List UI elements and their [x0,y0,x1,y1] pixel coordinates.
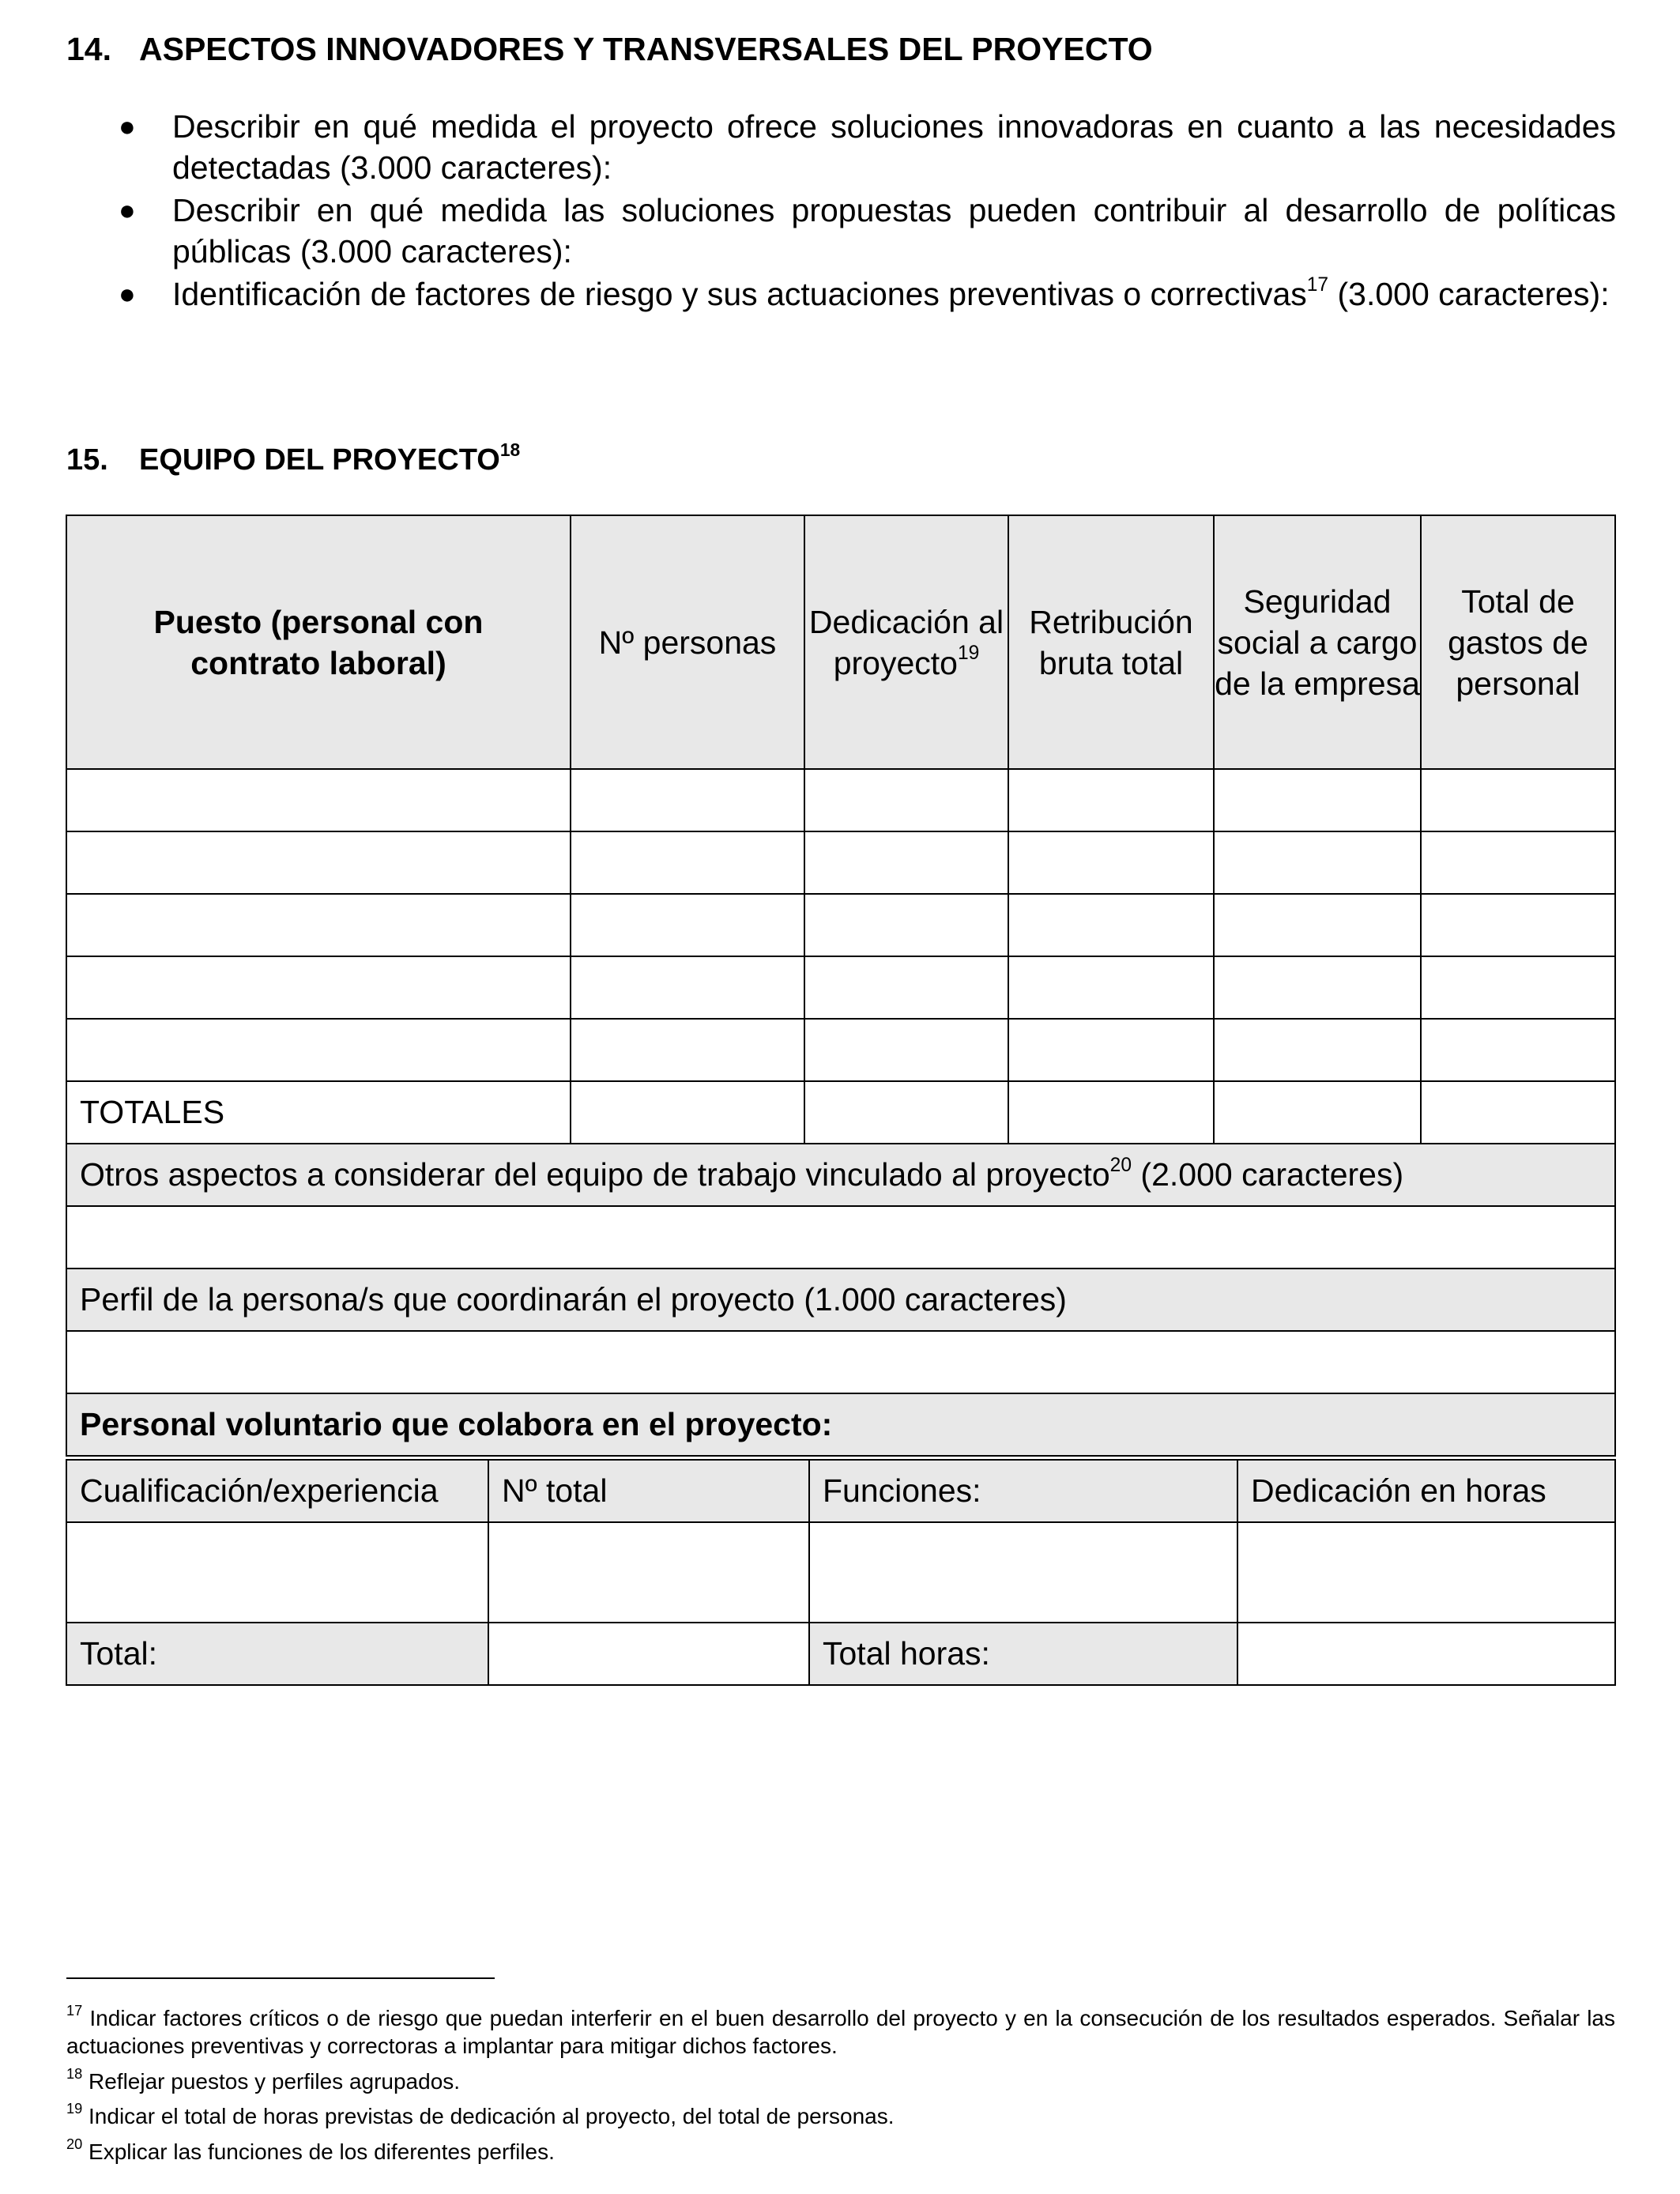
totales-cell[interactable] [1421,1081,1615,1144]
section-15-title: EQUIPO DEL PROYECTO [139,443,500,477]
total-cell[interactable] [488,1623,809,1685]
totales-label: TOTALES [66,1081,571,1144]
header-dedicacion-text: Dedicación al proyecto [808,603,1004,681]
bullet-icon: ● [119,277,136,310]
footnote-20 [66,2138,1615,2166]
header-puesto: Puesto (personal con contrato laboral) [66,515,571,769]
staff-cell[interactable] [804,894,1008,956]
footnote-number: 18 [66,2065,83,2082]
staff-cell[interactable] [804,956,1008,1019]
footnote-text: Indicar factores críticos o de riesgo que puedan interferir en el buen desarrollo del proyecto y en la consecución de los resultados esperados. Señalar las actuaciones preventivas y correctoras a implantar para mitigar dichos factores. [66,2006,1615,2058]
section-14-bullet-list [119,106,1616,316]
staff-cell[interactable] [1421,831,1615,894]
staff-table-header-row [66,515,1615,769]
staff-cell[interactable] [571,831,804,894]
table-row [66,831,1615,894]
bullet-item [119,106,1616,188]
volunteer-table [66,1459,1616,1686]
otros-aspectos-text-after: (2.000 caracteres) [1132,1156,1404,1193]
section-14-title: ASPECTOS INNOVADORES Y TRANSVERSALES DEL PROYECTO [139,31,1153,67]
header-dedicacion-horas: Dedicación en horas [1237,1460,1615,1522]
perfil-label: Perfil de la persona/s que coordinarán el proyecto (1.000 caracteres) [66,1269,1615,1331]
volunteer-header-row [66,1460,1615,1522]
staff-cell[interactable] [66,894,571,956]
volunteer-total-row [66,1623,1615,1685]
perfil-field[interactable] [66,1331,1615,1393]
staff-cell[interactable] [1421,956,1615,1019]
total-horas-label: Total horas: [809,1623,1237,1685]
staff-cell[interactable] [66,1019,571,1081]
staff-cell[interactable] [1421,894,1615,956]
staff-cell[interactable] [571,956,804,1019]
table-row [66,1522,1615,1623]
footnote-number: 17 [66,2002,83,2019]
staff-cell[interactable] [804,769,1008,831]
staff-cell[interactable] [66,769,571,831]
bullet-text: Identificación de factores de riesgo y sus actuaciones preventivas o correctivas [172,276,1307,312]
staff-cell[interactable] [1421,769,1615,831]
bullet-text: Describir en qué medida las soluciones propuestas pueden contribuir al desarrollo de políticas públicas (3.000 caracteres): [172,192,1616,270]
voluntario-row [66,1393,1615,1456]
staff-cell[interactable] [66,831,571,894]
table-row [66,894,1615,956]
staff-cell[interactable] [804,1019,1008,1081]
staff-table [66,515,1616,1457]
footnote-17 [66,2004,1615,2060]
staff-cell[interactable] [66,956,571,1019]
footnote-ref[interactable]: 19 [957,643,980,665]
volunteer-cell[interactable] [66,1522,488,1623]
footnote-19 [66,2102,1615,2130]
staff-cell[interactable] [1214,1019,1421,1081]
totales-row [66,1081,1615,1144]
header-n-personas: Nº personas [571,515,804,769]
voluntario-label: Personal voluntario que colabora en el proyecto: [66,1393,1615,1456]
volunteer-cell[interactable] [809,1522,1237,1623]
total-horas-cell[interactable] [1237,1623,1615,1685]
staff-cell[interactable] [1008,769,1214,831]
staff-cell[interactable] [1008,894,1214,956]
otros-aspectos-field[interactable] [66,1206,1615,1269]
section-14-number: 14. [66,31,111,67]
header-seguridad-social: Seguridad social a cargo de la empresa [1214,515,1421,769]
header-cualificacion: Cualificación/experiencia [66,1460,488,1522]
perfil-row [66,1269,1615,1331]
bullet-item [119,190,1616,272]
staff-cell[interactable] [1008,831,1214,894]
table-row [66,769,1615,831]
staff-cell[interactable] [1008,1019,1214,1081]
footnote-ref[interactable]: 18 [499,439,521,460]
staff-cell[interactable] [1008,956,1214,1019]
volunteer-cell[interactable] [488,1522,809,1623]
section-15-heading [66,441,520,479]
volunteer-cell[interactable] [1237,1522,1615,1623]
footnote-ref[interactable]: 17 [1306,273,1329,296]
perfil-input-row [66,1331,1615,1393]
staff-cell[interactable] [804,831,1008,894]
totales-cell[interactable] [1008,1081,1214,1144]
staff-cell[interactable] [571,1019,804,1081]
section-14-heading [66,30,1153,68]
otros-aspectos-label [66,1144,1615,1206]
bullet-text: Describir en qué medida el proyecto ofrece soluciones innovadoras en cuanto a las necesidades detectadas (3.000 caracteres): [172,108,1616,186]
footnote-text: Indicar el total de horas previstas de dedicación al proyecto, del total de personas. [82,2104,895,2128]
footnote-number: 19 [66,2100,83,2117]
footnote-text: Explicar las funciones de los diferentes perfiles. [82,2139,555,2164]
footnote-separator [66,1977,495,1979]
header-retribucion: Retribución bruta total [1008,515,1214,769]
bullet-icon: ● [119,194,136,226]
staff-cell[interactable] [1214,769,1421,831]
header-funciones: Funciones: [809,1460,1237,1522]
header-n-total: Nº total [488,1460,809,1522]
footnote-18 [66,2065,1615,2095]
staff-cell[interactable] [571,894,804,956]
section-15-number: 15. [66,443,108,477]
footnote-ref[interactable]: 20 [1109,1154,1132,1176]
totales-cell[interactable] [571,1081,804,1144]
table-row [66,1019,1615,1081]
otros-aspectos-input-row [66,1206,1615,1269]
footnote-number: 20 [66,2136,83,2152]
totales-cell[interactable] [804,1081,1008,1144]
bullet-item [119,273,1616,315]
staff-cell[interactable] [1214,956,1421,1019]
totales-cell[interactable] [1214,1081,1421,1144]
otros-aspectos-row [66,1144,1615,1206]
table-row [66,956,1615,1019]
staff-cell[interactable] [1214,831,1421,894]
header-total-gastos: Total de gastos de personal [1421,515,1615,769]
total-label: Total: [66,1623,488,1685]
staff-cell[interactable] [1214,894,1421,956]
otros-aspectos-text: Otros aspectos a considerar del equipo de trabajo vinculado al proyecto [80,1156,1110,1193]
staff-cell[interactable] [571,769,804,831]
staff-cell[interactable] [1421,1019,1615,1081]
bullet-text-after: (3.000 caracteres): [1328,276,1610,312]
footnote-text: Reflejar puestos y perfiles agrupados. [82,2069,461,2094]
header-dedicacion [804,515,1008,769]
bullet-icon: ● [119,110,136,142]
